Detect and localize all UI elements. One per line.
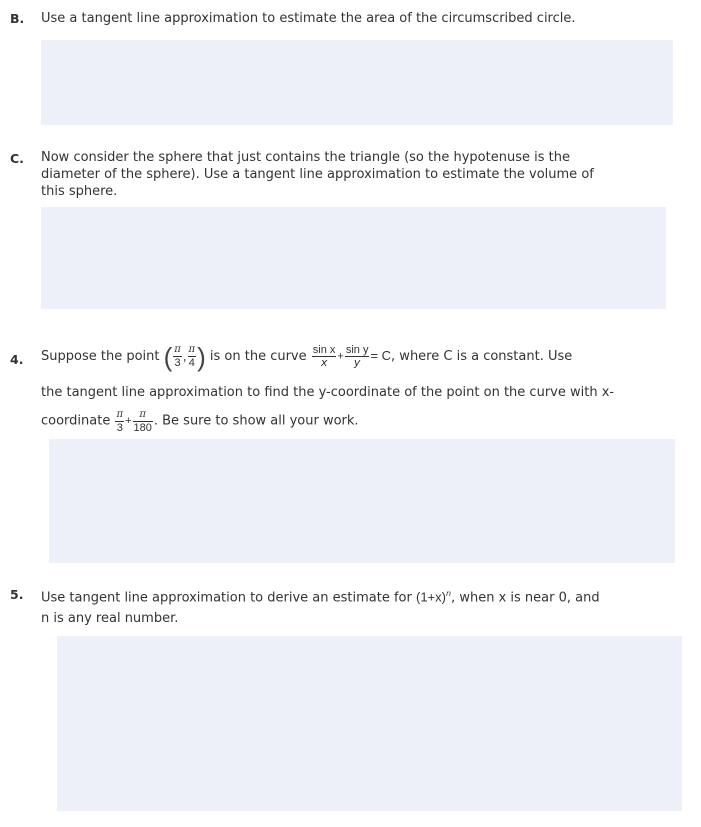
answer-box-b[interactable] [41, 40, 673, 125]
problem-5-line2: n is any real number. [41, 611, 179, 626]
sinx-over-x: $\frac{\text{sin x}}{x}$ [312, 344, 336, 369]
right-paren-icon: ) [197, 341, 206, 372]
problem-4-line3: coordinate $\frac{\pi}{3}$ + $\frac{\pi}{180}$ . Be sure to show all your work. [41, 408, 359, 434]
problem-c-line1: Now consider the sphere that just contains the triangle (so the hypotenuse is the [41, 150, 570, 165]
problem-c-label: C. [10, 151, 24, 166]
problem-4-coord-label: coordinate [41, 413, 111, 429]
problem-5-line1 [41, 580, 600, 608]
coord-fraction-1: $\frac{\pi}{3}$ [116, 408, 124, 434]
problem-4-pre-point: Suppose the point [41, 349, 160, 364]
point-x-fraction: $\frac{\pi}{3}$ [174, 344, 181, 369]
problem-4-post: , where C is a constant. Use [391, 349, 573, 364]
problem-b-label: B. [10, 11, 25, 26]
coord-fraction-2: $\frac{\pi}{180}$ [133, 408, 152, 434]
problem-c-line3: this sphere. [41, 184, 118, 199]
problem-5-pre: Use tangent line approximation to derive an estimate for [41, 590, 412, 606]
problem-c-line2: diameter of the sphere). Use a tangent line approximation to estimate the volume of [41, 167, 594, 182]
equals-c: = C [370, 348, 392, 363]
answer-box-4[interactable] [49, 439, 675, 563]
problem-5-post: , when x is near 0, and [451, 590, 600, 606]
point-y-fraction: $\frac{\pi}{4}$ [188, 344, 196, 369]
problem-4-line3-post: . Be sure to show all your work. [153, 413, 359, 429]
problem-b-text: Use a tangent line approximation to estimate the area of the circumscribed circle. [41, 11, 576, 26]
answer-box-5[interactable] [57, 636, 682, 811]
problem-4-mid: is on the curve [209, 349, 307, 364]
answer-box-c[interactable] [41, 207, 666, 309]
left-paren-icon: ( [163, 341, 173, 372]
problem-4-line1: Suppose the point ( $\frac{\pi}{3}$ , $\frac{\pi}{4}$ ) is on the curve $\frac{\text{sin x}}{x}$ + $\frac{\text{sin y}}{y}$ = C, where C is a constant. Use [41, 341, 573, 372]
exponent-n: n [445, 589, 452, 598]
siny-over-y: $\frac{\text{sin y}}{y}$ [345, 344, 369, 369]
problem-4-line2: the tangent line approximation to find the y-coordinate of the point on the curve with x- [41, 385, 615, 400]
problem-5-label: 5. [10, 587, 24, 602]
binomial-expression: (1+x) [416, 589, 446, 605]
problem-4-label: 4. [10, 352, 24, 367]
